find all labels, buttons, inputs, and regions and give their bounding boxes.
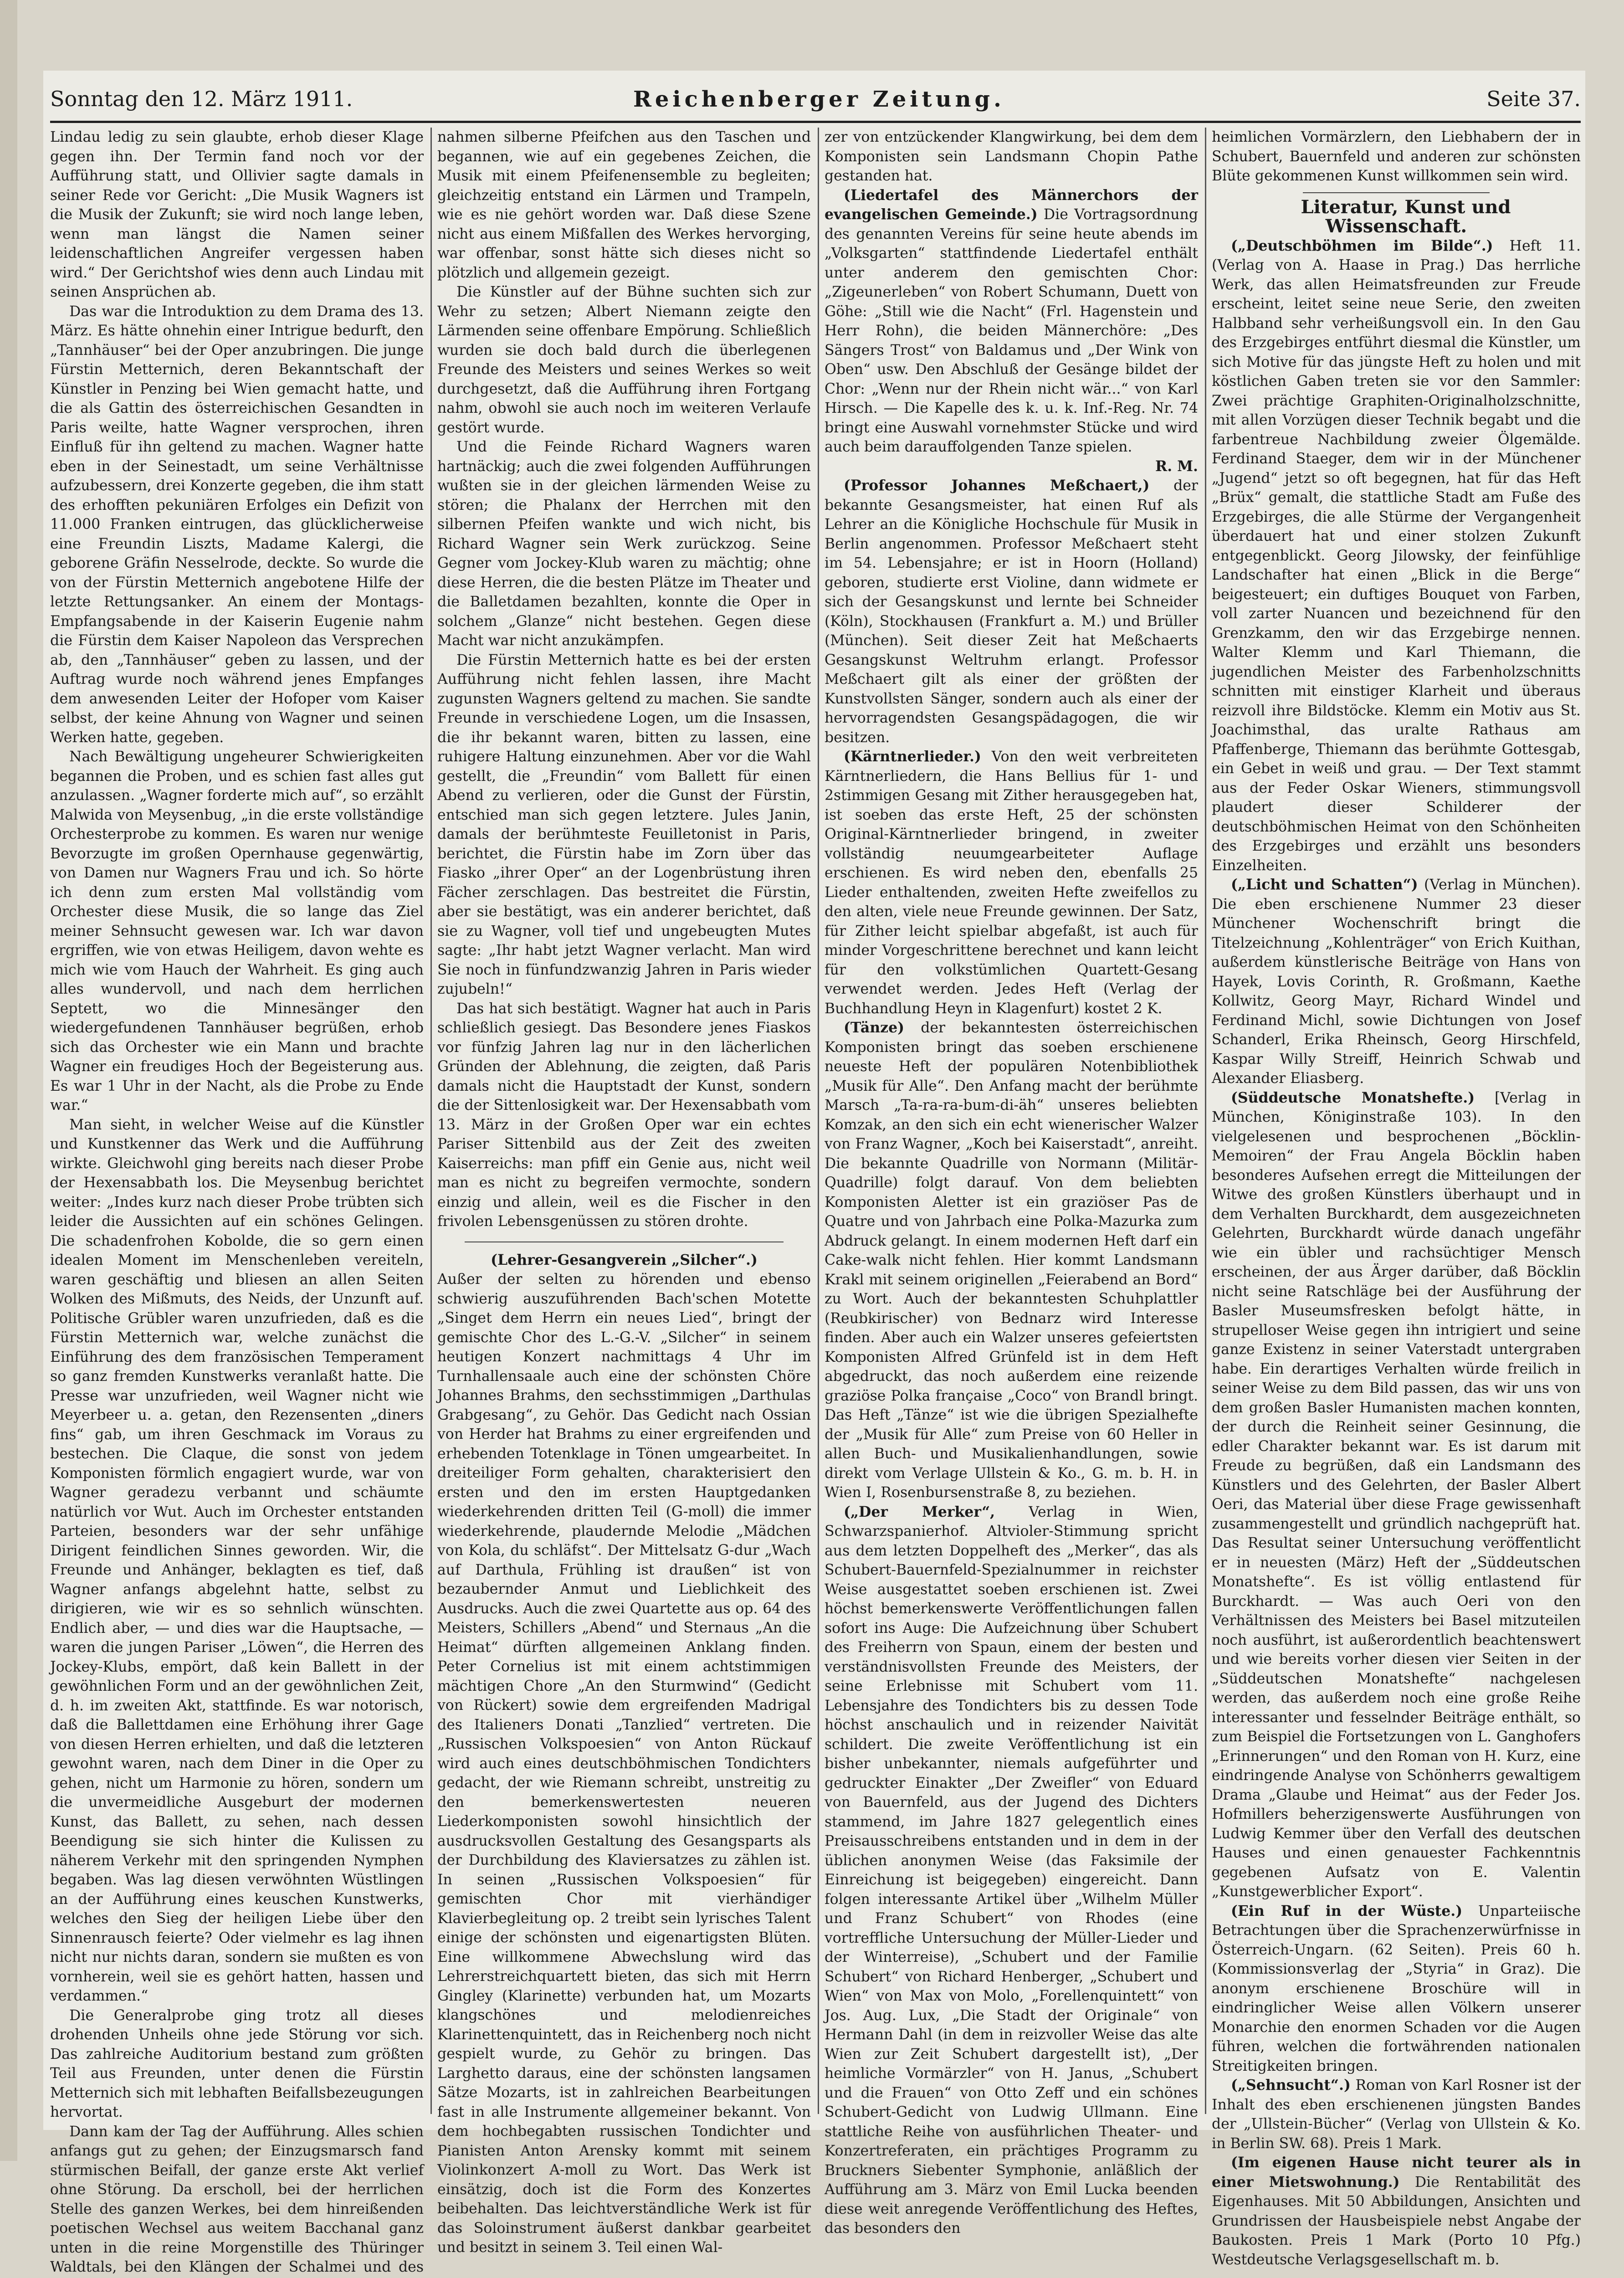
article-divider: [1303, 192, 1490, 193]
section-heading: (Süddeutsche Monatshefte.): [1231, 1089, 1475, 1106]
newspaper-title: Reichenberger Zeitung.: [633, 87, 1005, 112]
paragraph: Roman von Karl Rosner ist der Inhalt des eben erschienenen jüngsten Bandes der „Ullstein-Bücher“ (Verlag von Ullstein & Ko. in Berlin SW. 68). Preis 1 Mark.: [1212, 2077, 1581, 2152]
section-heading: (Im eigenen Hause nicht teurer als in einer Mietswohnung.): [1212, 2154, 1581, 2191]
paragraph: Dann kam der Tag der Aufführung. Alles schien anfangs gut zu gehen; der Einzugsmarsch fand stürmischen Beifall, der ganze erste Akt verlief ohne Störung. Da erscholl, bei der herrlichen Stelle des ganzen Werkes, bei dem hinreißenden poetischen Wechsel aus weitem Bacchanal ganz unten in die reine Morgenstille des Thüringer Waldtals, bei den Klängen der Schalmei und des: [50, 2122, 424, 2278]
page-header: [50, 87, 1581, 123]
section-heading: (Liedertafel des Männerchors der evangelischen Gemeinde.): [825, 187, 1198, 223]
paragraph: Verlag in Wien, Schwarzspanierhof. Altvioler-Stimmung spricht aus dem letzten Doppelheft des „Merker“, das als Schubert-Bauernfeld-Spezialnummer in reichster Weise ausgestattet soeben erschienen ist. Zwei höchst bemerkenswerte Veröffentlichungen fallen sofort ins Auge: Die Aufzeichnung über Schubert des Freiherrn von Spaun, einem der besten und verständnisvollsten Freunde des Meisters, der seine Erlebnisse mit Schubert vom 11. Lebensjahre des Tondichters bis zu dessen Tode höchst anschaulich und in reizender Naivität schildert. Die zweite Veröffentlichung ist ein bisher unbekannter, niemals aufgeführter und gedruckter Einakter „Der Zweifler“ von Eduard von Bauernfeld, aus der Jugend des Dichters stammend, im Jahre 1827 gelegentlich eines Preisausschreibens entstanden und in dem in der üblichen anonymen Weise (das Faksimile der Einreichung ist beigegeben) eingereicht. Dann folgen interessante Artikel über „Wilhelm Müller und Franz Schubert“ von Rhodes (eine vortreffliche Untersuchung der Müller-Lieder und der Winterreise), „Schubert und der Familie Schubert“ von Richard Henberger, „Schubert und Wien“ von Max von Molo, „Forellenquintett“ von Jos. Aug. Lux, „Die Stadt der Originale“ von Hermann Dahl (in dem in reizvoller Weise das alte Wien zur Zeit Schubert dargestellt ist), „Der heimliche Vormärzler“ von H. Janus, „Schubert und die Frauen“ von Otto Zeff und ein schönes Schubert-Gedicht von Ludwig Ullmann. Eine stattliche Reihe von ausführlichen Theater- und Konzertreferaten, ein prächtiges Programm zu Bruckners Siebenter Symphonie, anläßlich der Aufführung am 3. März von Emil Lucka beenden diese weit anregende Veröffentlichung des Heftes, das besonders den: [825, 1504, 1198, 2237]
column-3: [825, 128, 1198, 2114]
section-heading: (Lehrer-Gesangverein „Silcher“.): [437, 1251, 811, 1270]
section-heading: („Licht und Schatten“): [1231, 876, 1418, 893]
paragraph: der bekannte Gesangsmeister, hat einen Ruf als Lehrer an die Königliche Hochschule für Musik in Berlin angenommen. Professor Meßchaert steht im 54. Lebensjahre; er ist in Hoorn (Holland) geboren, studierte erst Violine, dann widmete er sich der Gesangskunst und lernte bei Schneider (Köln), Stockhausen (Frankfurt a. M.) und Brüller (München). Seit dieser Zeit hat Meßchaerts Gesangskunst Weltruhm erlangt. Professor Meßchaert gilt als einer der größten der Kunstvollsten Sänger, sondern auch als einer der hervorragendsten Gesangspädagogen, die wir besitzen.: [825, 477, 1198, 746]
column-1: [50, 128, 424, 2114]
header-rule: [50, 121, 1581, 123]
paragraph: Heft 11. (Verlag von A. Haase in Prag.) Das herrliche Werk, das allen Heimatsfreunden zur Freude erscheint, leitet seine neue Serie, den zweiten Halbband sehr verheißungsvoll ein. In den Gau des Erzgebirges entführt diesmal die Künstler, um sich Motive für das jüngste Heft zu holen und mit köstlichen Gaben treten sie vor den Sammler: Zwei prächtige Graphiten-Originalholzschnitte, mit allen Vorzügen dieser Technik begabt und die farbentreue Nachbildung zweier Ölgemälde. Ferdinand Staeger, dem wir in der Münchener „Jugend“ jetzt so oft begegnen, hat für das Heft „Brüx“ gemalt, die stattliche Stadt am Fuße des Erzgebirges, die alle Stürme der Vergangenheit überdauert hat und einer stolzen Zukunft entgegenblickt. Georg Jilowsky, der feinfühlige Landschafter hat einen „Blick in die Berge“ beigesteuert; ein duftiges Bouquet von Farben, voll zarter Nuancen und bezeichnend für den Grenzkamm, den wir das Erzgebirge nennen. Walter Klemm und Karl Thiemann, die jugendlichen Meister des Farbenholzschnitts schnitten mit einstiger Klarheit und überaus reizvoll ihre Bildstöcke. Klemm ein Motiv aus St. Joachimsthal, das uralte Rathaus am Pfaffenberge, Thiemann das berühmte Gottesgab, ein Gebet in weiß und grau. — Der Text stammt aus der Feder Oskar Wieners, stimmungsvoll plaudert dieser Schilderer der deutschböhmischen Heimat von den Schönheiten des Erzgebirges und erzählt uns besonders Einzelheiten.: [1212, 238, 1581, 874]
paragraph: der bekanntesten österreichischen Komponisten bringt das soeben erschienene neueste Heft der populären Notenbibliothek „Musik für Alle“. Den Anfang macht der berühmte Marsch „Ta-ra-ra-bum-di-äh“ unseres beliebten Komzak, an den sich ein echt wienerischer Walzer von Franz Wagner, „Koch bei Kaiserstadt“, anreiht. Die bekannte Quadrille von Normann (Militär-Quadrille) folgt darauf. Von dem beliebten Komponisten Aletter ist ein graziöser Pas de Quatre und von Jahrbach eine Polka-Mazurka zum Abdruck gelangt. In einem modernen Heft darf ein Cake-walk nicht fehlen. Hier kommt Landsmann Krakl mit seinem originellen „Feierabend an Bord“ zu Wort. Auch der bekanntesten Schuhplattler (Reubkirischer) von Bednarz wird Interesse finden. Aber auch ein Walzer unseres gefeiertsten Komponisten Alfred Grünfeld ist in dem Heft abgedruckt, das noch außerdem eine reizende graziöse Polka française „Coco“ von Brandl bringt. Das Heft „Tänze“ ist wie die übrigen Spezialhefte der „Musik für Alle“ zum Preise von 60 Heller in allen Buch- und Musikalienhandlungen, sowie direkt vom Verlage Ullstein & Ko., G. m. b. H. in Wien I, Rosenbursenstraße 8, zu beziehen.: [825, 1020, 1198, 1501]
header-date: Sonntag den 12. März 1911.: [50, 87, 353, 111]
paragraph: Nach Bewältigung ungeheurer Schwierigkeiten begannen die Proben, und es schien fast alles gut anzulassen. „Wagner forderte mich auf“, so erzählt Malwida von Meysenbug, „in die erste vollständige Orchesterprobe zu kommen. Es waren nur wenige Bevorzugte im großen Opernhause gegenwärtig, von Damen nur Wagners Frau und ich. So hörte ich denn zum ersten Mal vollständig vom Orchester diese Musik, die so lange das Ziel meiner Sehnsucht gewesen war. Ich war davon ergriffen, wie von etwas Heiligem, davon wehte es mich wie vom Hauch der Wahrheit. Es ging auch alles wundervoll, und nach dem herrlichen Septett, wo die Minnesänger den wiedergefundenen Tannhäuser begrüßen, erhob sich das Orchester wie ein Mann und brachte Wagner ein freudiges Hoch der Begeisterung aus. Es war 1 Uhr in der Nacht, als die Probe zu Ende war.“: [50, 747, 424, 1115]
column-divider: [430, 128, 432, 2114]
section-heading: („Sehnsucht“.): [1231, 2077, 1351, 2093]
section-heading: (Kärntnerlieder.): [844, 748, 981, 765]
section-heading: (Ein Ruf in der Wüste.): [1231, 1903, 1462, 1919]
paragraph: Die Generalprobe ging trotz all dieses drohenden Unheils ohne jede Störung vor sich. Das zahlreiche Auditorium bestand zum größten Teil aus Freunden, unter denen die Fürstin Metternich sich mit lebhaften Beifallsbezeugungen hervortat.: [50, 2006, 424, 2122]
page-number: Seite 37.: [1486, 87, 1581, 111]
column-divider: [818, 128, 819, 2114]
paragraph: Das hat sich bestätigt. Wagner hat auch in Paris schließlich gesiegt. Das Besondere jenes Fiaskos vor fünfzig Jahren lag nur in den lächerlichen Gründen der Ablehnung, die zeigten, daß Paris damals nicht die Hauptstadt der Kunst, sondern die der Sittenlosigkeit war. Der Hexensabbath vom 13. März in der Großen Oper war ein echtes Pariser Sittenbild aus der Zeit des zweiten Kaiserreichs: man pfiff ein Genie aus, nicht weil man es nicht zu begreifen vermochte, sondern einzig und allein, weil es die Fischer in den frivolen Lebensgenüssen zu stören drohte.: [437, 999, 811, 1231]
paragraph: Die Künstler auf der Bühne suchten sich zur Wehr zu setzen; Albert Niemann zeigte den Lärmenden seine offenbare Empörung. Schließlich wurden sie doch bald durch die überlegenen Freunde des Meisters und seines Werkes so weit durchgesetzt, daß die Aufführung ihren Fortgang nahm, obwohl sie auch noch im weiteren Verlaufe gestört wurde.: [437, 282, 811, 437]
paragraph: Unparteiische Betrachtungen über die Sprachenzerwürfnisse in Österreich-Ungarn. (62 Seiten). Preis 60 h. (Kommissionsverlag der „Styria“ in Graz). Die anonym erschienene Broschüre will in eindringlicher Weise allen Völkern unserer Monarchie den enormen Schaden vor die Augen führen, welchen die fortwährenden nationalen Streitigkeiten bringen.: [1212, 1903, 1581, 2074]
paragraph: zer von entzückender Klangwirkung, bei dem dem Komponisten sein Landsmann Chopin Pathe gestanden hat.: [825, 128, 1198, 186]
paragraph: (Verlag in München). Die eben erschienene Nummer 23 dieser Münchener Wochenschrift bringt die Titelzeichnung „Kohlenträger“ von Erich Kuithan, außerdem künstlerische Beiträge von Hans von Hayek, Lovis Corinth, R. Großmann, Kaethe Kollwitz, Georg Mayr, Richard Windel und Ferdinand Michl, sowie Dichtungen von Josef Schanderl, Erika Rheinsch, Georg Hirschfeld, Kaspar Willy Streiff, Heinrich Schwab und Alexander Eliasberg.: [1212, 877, 1581, 1087]
paragraph: Von den weit verbreiteten Kärntnerliedern, die Hans Bellius für 1- und 2stimmigen Gesang mit Zither herausgegeben hat, ist soeben das erste Heft, 25 der schönsten Original-Kärntnerlieder bringend, in zweiter vollständig neuumgearbeiteter Auflage erschienen. Es wird neben den, ebenfalls 25 Lieder enthaltenden, zweiten Hefte zweifellos zu den alten, viele neue Freunde gewinnen. Der Satz, für Zither leicht spielbar abgefaßt, ist auch für minder Vorgeschrittene berechnet und kann leicht für den volkstümlichen Quartett-Gesang verwendet werden. Jedes Heft (Verlag der Buchhandlung Heyn in Klagenfurt) kostet 2 K.: [825, 749, 1198, 1017]
paragraph: heimlichen Vormärzlern, den Liebhabern der in Schubert, Bauernfeld und anderen zur schönsten Blüte gekommenen Kunst willkommen sein wird.: [1212, 128, 1581, 186]
paragraph: Man sieht, in welcher Weise auf die Künstler und Kunstkenner das Werk und die Aufführung wirkte. Gleichwohl ging bereits nach dieser Probe der Hexensabbath los. Die Meysenbug berichtet weiter: „Indes kurz nach dieser Probe trübten sich leider die Aussichten auf ein schönes Gelingen. Die schadenfrohen Kobolde, die so gern einen idealen Moment im Menschenleben vereiteln, waren geschäftig und bliesen an allen Seiten Wolken des Mißmuts, des Neids, der Unzunft auf. Politische Grübler waren unzufrieden, daß es die Fürstin Metternich war, welche zunächst die Einführung des dem französischen Temperament so ganz fremden Kunstwerks veranlaßt hatte. Die Presse war unzufrieden, weil Wagner nicht wie Meyerbeer u. a. getan, den Rezensenten „diners fins“ gab, um ihren Geschmack im Voraus zu bestechen. Die Claque, die sonst von jedem Komponisten förmlich engagiert wurde, war von Wagner geradezu verbannt und schäumte natürlich vor Wut. Auch im Orchester entstanden Parteien, besonders war der sehr unfähige Dirigent feindlichen Sinnes geworden. Wir, die Freunde und Anhänger, beklagten es tief, daß Wagner anfangs abgelehnt hatte, selbst zu dirigieren, wie wir es so sehnlich wünschten. Endlich aber, — und dies war die Hauptsache, — waren die jungen Pariser „Löwen“, die Herren des Jockey-Klubs, empört, daß kein Ballett in der gewöhnlichen Form und an der gewöhnlichen Zeit, d. h. im zweiten Akt, stattfinde. Es war notorisch, daß die Ballettdamen eine Erhöhung ihrer Gage von diesen Herren erhielten, und daß die letzteren gewohnt waren, nach dem Diner in die Oper zu gehen, nicht um Harmonie zu hören, sondern um die unvermeidliche Ausgeburt der modernen Kunst, das Ballett, zu sehen, nach dessen Beendigung sie sich hinter die Kulissen zu näherem Verkehr mit den springenden Nymphen begaben. Was lag diesen verwöhnten Wüstlingen an der Aufführung eines keuschen Kunstwerks, welches den Sieg der heiligen Liebe über den Sinnenrausch feierte? Oder vielmehr es lag ihnen nicht nur nichts daran, sondern sie mußten es von vornherein, weil sie es gehört hatten, hassen und verdammen.“: [50, 1115, 424, 2006]
section-heading: (Professor Johannes Meßchaert,): [844, 477, 1149, 494]
section-title: Literatur, Kunst und Wissenschaft.: [1212, 198, 1581, 236]
paragraph: Und die Feinde Richard Wagners waren hartnäckig; auch die zwei folgenden Aufführungen wußten sie in der gleichen lärmenden Weise zu stören; die Phalanx der Herrchen mit den silbernen Pfeifen wankte und wich nicht, bis Richard Wagner sein Werk zurückzog. Seine Gegner vom Jockey-Klub waren zu mächtig; ohne diese Herren, die die besten Plätze im Theater und die Balletdamen bezahlten, konnte die Oper in solchem „Glanze“ nicht bestehen. Gegen diese Macht war nicht anzukämpfen.: [437, 437, 811, 651]
paragraph: Die Fürstin Metternich hatte es bei der ersten Aufführung nicht fehlen lassen, ihre Macht zugunsten Wagners geltend zu machen. Sie sandte Freunde in verschiedene Logen, um die Insassen, die ihr bekannt waren, bitten zu lassen, eine ruhigere Haltung einzunehmen. Aber vor die Wahl gestellt, die „Freundin“ vom Ballett für einen Abend zu verlieren, oder die Gunst der Fürstin, entschied man sich gegen letztere. Jules Janin, damals der berühmteste Feuilletonist in Paris, berichtet, die Fürstin habe im Zorn über das Fiasko „ihrer Oper“ an der Logenbrüstung ihren Fächer zerschlagen. Das bestreitet die Fürstin, aber sie bestätigt, was ein anderer berichtet, daß sie zu Wagner, voll tief und ungebeugten Mutes sagte: „Ihr habt jetzt Wagner verlacht. Man wird Sie noch in fünfundzwanzig Jahren in Paris wieder zujubeln!“: [437, 651, 811, 999]
paragraph: Die Rentabilität des Eigenhauses. Mit 50 Abbildungen, Ansichten und Grundrissen der Hausbeispiele nebst Angabe der Baukosten. Preis 1 Mark (Porto 10 Pfg.) Westdeutsche Verlagsgesellschaft m. b.: [1212, 2174, 1581, 2268]
column-divider: [1205, 128, 1206, 2114]
column-4: [1212, 128, 1581, 2114]
paragraph: Das war die Introduktion zu dem Drama des 13. März. Es hätte ohnehin einer Intrigue bedurft, den „Tannhäuser“ bei der Oper anzubringen. Die junge Fürstin Metternich, deren Bekanntschaft der Künstler in Penzing bei Wien gemacht hatte, und die als Gattin des österreichischen Gesandten in Paris weilte, hatte Wagner versprochen, ihren Einfluß für ihn geltend zu machen. Wagner hatte eben in der Seinestadt, um seine Verhältnisse aufzubessern, drei Konzerte gegeben, die ihm statt des erhofften pekuniären Erfolges ein Defizit von 11.000 Franken eintrugen, das glücklicherweise eine Freundin Liszts, Madame Kalergi, die geborene Gräfin Nesselrode, deckte. So wurde die von der Fürstin Metternich angebotene Hilfe der letzte Rettungsanker. An einem der Montags-Empfangsabende in der Kaiserin Eugenie nahm die Fürstin dem Kaiser Napoleon das Versprechen ab, den „Tannhäuser“ geben zu lassen, und der Auftrag wurde noch während jenes Empfanges dem anwesenden Leiter der Hofoper vom Kaiser selbst, der keine Ahnung von Wagner und seinen Werken hatte, gegeben.: [50, 302, 424, 748]
signature: R. M.: [825, 457, 1198, 477]
section-heading: („Deutschböhmen im Bilde“.): [1231, 237, 1493, 254]
paragraph: Die Vortragsordnung des genannten Vereins für seine heute abends im „Volksgarten“ stattfindende Liedertafel enthält unter anderem den gemischten Chor: „Zigeunerleben“ von Robert Schumann, Duett von Göhe: „Still wie die Nacht“ (Frl. Hagenstein und Herr Rohn), die beiden Männerchöre: „Des Sängers Trost“ von Baldamus und „Der Wink von Oben“ usw. Den Abschluß der Gesänge bildet der Chor: „Wenn nur der Rhein nicht wär...“ von Karl Hirsch. — Die Kapelle des k. u. k. Inf.-Reg. Nr. 74 bringt eine Auswahl vornehmster Stücke und wird auch beim darauffolgenden Tanze spielen.: [825, 206, 1198, 455]
paragraph: Lindau ledig zu sein glaubte, erhob dieser Klage gegen ihn. Der Termin fand noch vor der Aufführung statt, und Ollivier sagte damals in seiner Rede vor Gericht: „Die Musik Wagners ist die Musik der Zukunft; sie wird noch lange leben, wenn man längst die Namen seiner leidenschaftlichen Angreifer vergessen haben wird.“ Der Gerichtshof wies denn auch Lindau mit seinen Ansprüchen ab.: [50, 128, 424, 302]
column-2: [437, 128, 811, 2114]
section-heading: („Der Merker“,: [844, 1503, 995, 1520]
scan-margin: [0, 0, 17, 2161]
paragraph: Außer der selten zu hörenden und ebenso schwierig auszuführenden Bach'schen Motette „Singet dem Herrn ein neues Lied“, bringt der gemischte Chor des L.-G.-V. „Silcher“ in seinem heutigen Konzert nachmittags 4 Uhr im Turnhallensaale auch eine der schönsten Chöre Johannes Brahms, den sechsstimmigen „Darthulas Grabgesang“, zu Gehör. Das Gedicht nach Ossian von Herder hat Brahms zu einer ergreifenden und erhebenden Totenklage in Tönen umgearbeitet. In dreiteiliger Form gehalten, charakterisiert den ersten und den im ersten Hauptgedanken wiederkehrenden dritten Teil (G-moll) die immer wiederkehrende, plaudernde Melodie „Mädchen von Kola, du schläfst“. Der Mittelsatz G-dur „Wach auf Darthula, Frühling ist draußen“ ist von bezaubernder Anmut und Lieblichkeit des Ausdrucks. Auch die zwei Quartette aus op. 64 des Meisters, Schillers „Abend“ und Sternaus „An die Heimat“ dürften allgemeinen Anklang finden. Peter Cornelius ist mit einem achtstimmigen mächtigen Chore „An den Sturmwind“ (Gedicht von Rückert) sowie dem ergreifenden Madrigal des Italieners Donati „Tanzlied“ vertreten. Die „Russischen Volkspoesien“ von Anton Rückauf wird auch eines deutschböhmischen Tondichters gedacht, der wie Riemann schreibt, unstreitig zu den bemerkenswertesten neueren Liederkomponisten sowohl hinsichtlich der ausdrucksvollen Gestaltung des Gesangsparts als der Durchbildung des Klaviersatzes zu zählen ist. In seinen „Russischen Volkspoesien“ für gemischten Chor mit vierhändiger Klavierbegleitung op. 2 treibt sein lyrisches Talent einige der schönsten und eigenartigsten Blüten. Eine willkommene Abwechslung wird das Lehrerstreichquartett bieten, das sich mit Herrn Gingley (Klarinette) verbunden hat, um Mozarts klangschönes und melodienreiches Klarinettenquintett, das in Reichenberg noch nicht gespielt wurde, zu Gehör zu bringen. Das Larghetto daraus, eine der schönsten langsamen Sätze Mozarts, ist in zahlreichen Bearbeitungen fast in alle Instrumente allgemeiner bekannt. Von dem hochbegabten russischen Tondichter und Pianisten Anton Arensky kommt mit seinem Violinkonzert A-moll zu Wort. Das Werk ist einsätzig, doch ist die Form des Konzertes beibehalten. Das leichtverständliche Werk ist für das Soloinstrument äußerst dankbar gearbeitet und besitzt in seinem 3. Teil einen Wal-: [437, 1270, 811, 2257]
paragraph: [Verlag in München, Königinstraße 103). In den vielgelesenen und besprochenen „Böcklin-Memoiren“ der Frau Angela Böcklin haben besonderes Aufsehen erregt die Mitteilungen der Witwe des großen Künstlers überhaupt und in dem Verhalten Burckhardt, dem ausgezeichneten Gelehrten, Burckhardt würde danach ungefähr wie ein übler und rachsüchtiger Mensch erscheinen, der aus Ärger darüber, daß Böcklin nicht seine Ratschläge bei der Ausführung der Basler Museumsfresken befolgt hätte, in strupelloser Weise gegen ihn intrigiert und seine ganze Existenz in seiner Vaterstadt untergraben habe. Ein derartiges Verhalten würde freilich in seiner Weise zu dem Bild passen, das wir uns von dem großen Basler Humanisten machen konnten, der durch die Reinheit seiner Gesinnung, die edler Charakter bekannt war. Es ist darum mit Freude zu begrüßen, daß ein Landsmann des Künstlers und des Gelehrten, der Basler Albert Oeri, das Material über diese Frage gewissenhaft zusammengestellt und gründlich nachgeprüft hat. Das Resultat seiner Untersuchung veröffentlicht er in neuesten (März) Heft der „Süddeutschen Monatshefte“. Es ist völlig entlastend für Burckhardt. — Was auch Oeri von den Verhältnissen des Meisters bei Basel mitzuteilen noch ausführt, ist außerordentlich beachtenswert und wie bereits vorher diesen vier Seiten in der „Süddeutschen Monatshefte“ nachgelesen werden, das außerdem noch eine große Reihe interessanter und fesselnder Beiträge enthält, so zum Beispiel die Fortsetzungen von L. Ganghofers „Erinnerungen“ und den Roman von H. Kurz, eine eindringende Analyse von Schönherrs gewaltigem Drama „Glaube und Heimat“ aus der Feder Jos. Hofmillers beherzigenswerte Ausführungen von Ludwig Kemmer über den Verfall des deutschen Hauses und einen genauester Fachkenntnis gegebenen Aufsatz von E. Valentin „Kunstgewerblicher Export“.: [1212, 1090, 1581, 1900]
paragraph: nahmen silberne Pfeifchen aus den Taschen und begannen, wie auf ein gegebenes Zeichen, die Musik mit einem Pfeifenensemble zu begleiten; gleichzeitig entstand ein Lärmen und Trampeln, wie es nie gehört worden war. Daß diese Szene nicht aus einem Mißfallen des Werkes hervorging, war offenbar, sonst hätte sich dieses nicht so plötzlich und allgemein gezeigt.: [437, 128, 811, 282]
section-heading: (Tänze): [844, 1019, 904, 1036]
